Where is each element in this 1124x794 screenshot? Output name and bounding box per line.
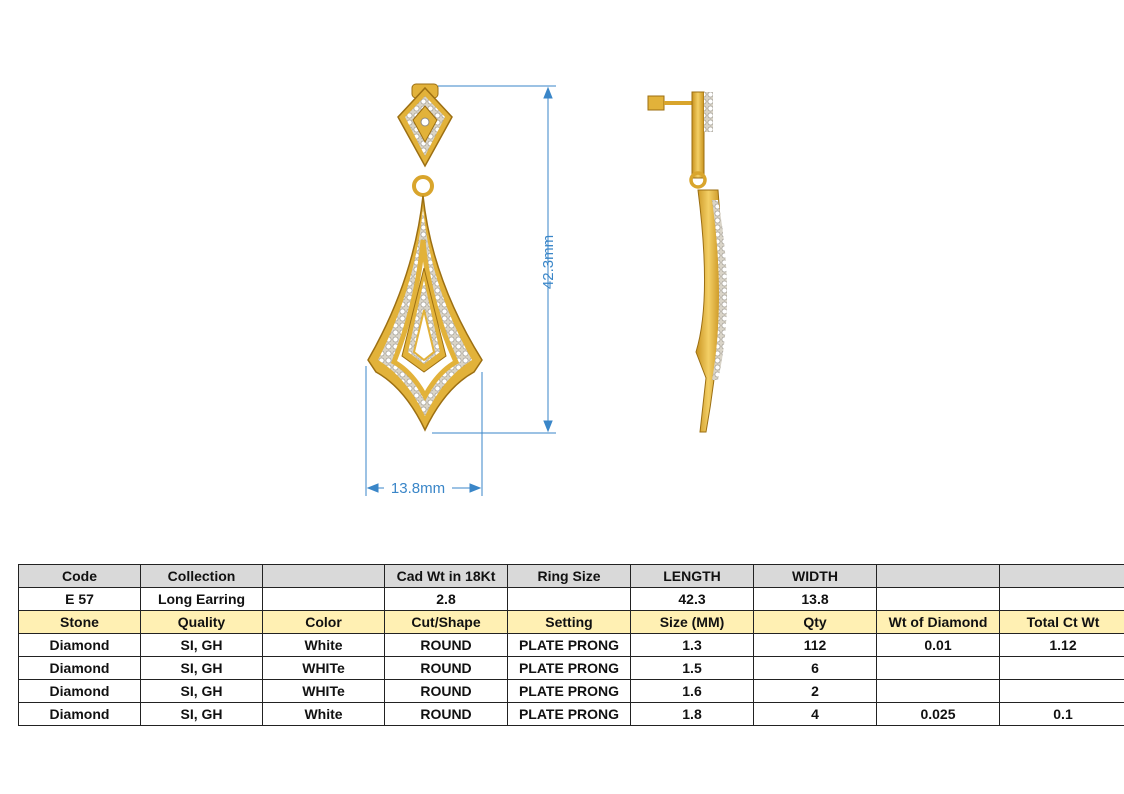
cell-color: White [263, 703, 385, 726]
cell-qty: 6 [754, 657, 877, 680]
table-row [19, 680, 1124, 703]
cell-cut-shape: ROUND [385, 657, 508, 680]
cell-total-ct-wt [1000, 657, 1124, 680]
table-header-row-stones [19, 611, 1124, 634]
table-row [19, 703, 1124, 726]
earring-front-view [368, 84, 482, 430]
cell-blank [877, 588, 1000, 611]
cell-cad-weight: 2.8 [385, 588, 508, 611]
cell-total-ct-wt [1000, 680, 1124, 703]
cell-quality: SI, GH [141, 634, 263, 657]
cell-qty: 112 [754, 634, 877, 657]
cell-wt-of-diamond [877, 657, 1000, 680]
specification-table [18, 564, 1124, 726]
cell-quality: SI, GH [141, 657, 263, 680]
header-color: Color [263, 611, 385, 634]
cell-ring-size [508, 588, 631, 611]
header-ring-size: Ring Size [508, 565, 631, 588]
cell-color: White [263, 634, 385, 657]
cell-setting: PLATE PRONG [508, 634, 631, 657]
cell-quality: SI, GH [141, 680, 263, 703]
cell-quality: SI, GH [141, 703, 263, 726]
cell-wt-of-diamond [877, 680, 1000, 703]
cell-stone: Diamond [19, 703, 141, 726]
cell-color: WHITe [263, 680, 385, 703]
cell-size: 1.3 [631, 634, 754, 657]
cell-blank [1000, 588, 1124, 611]
cell-length: 42.3 [631, 588, 754, 611]
header-qty: Qty [754, 611, 877, 634]
width-dimension-label: 13.8mm [390, 480, 446, 497]
cell-wt-of-diamond: 0.01 [877, 634, 1000, 657]
cell-stone: Diamond [19, 680, 141, 703]
header-total-ct-wt: Total Ct Wt [1000, 611, 1124, 634]
cell-cut-shape: ROUND [385, 703, 508, 726]
header-wt-of-diamond: Wt of Diamond [877, 611, 1000, 634]
header-cad-weight: Cad Wt in 18Kt [385, 565, 508, 588]
header-setting: Setting [508, 611, 631, 634]
header-stone: Stone [19, 611, 141, 634]
length-dimension-label: 42.3mm [540, 234, 557, 290]
cell-qty: 4 [754, 703, 877, 726]
table-header-row-general [19, 565, 1124, 588]
cell-total-ct-wt: 0.1 [1000, 703, 1124, 726]
cell-size: 1.6 [631, 680, 754, 703]
header-blank [1000, 565, 1124, 588]
cell-setting: PLATE PRONG [508, 657, 631, 680]
header-blank [263, 565, 385, 588]
cell-cut-shape: ROUND [385, 680, 508, 703]
header-code: Code [19, 565, 141, 588]
cell-width: 13.8 [754, 588, 877, 611]
cell-setting: PLATE PRONG [508, 680, 631, 703]
cell-cut-shape: ROUND [385, 634, 508, 657]
cell-stone: Diamond [19, 634, 141, 657]
header-cut-shape: Cut/Shape [385, 611, 508, 634]
cell-blank [263, 588, 385, 611]
table-row-product [19, 588, 1124, 611]
cell-total-ct-wt: 1.12 [1000, 634, 1124, 657]
cell-collection: Long Earring [141, 588, 263, 611]
earring-side-view [648, 92, 727, 432]
table-row [19, 634, 1124, 657]
cell-size: 1.5 [631, 657, 754, 680]
cell-setting: PLATE PRONG [508, 703, 631, 726]
header-blank [877, 565, 1000, 588]
cell-color: WHITe [263, 657, 385, 680]
cell-code: E 57 [19, 588, 141, 611]
cell-size: 1.8 [631, 703, 754, 726]
header-width: WIDTH [754, 565, 877, 588]
header-quality: Quality [141, 611, 263, 634]
table-row [19, 657, 1124, 680]
cell-qty: 2 [754, 680, 877, 703]
cell-wt-of-diamond: 0.025 [877, 703, 1000, 726]
header-size: Size (MM) [631, 611, 754, 634]
header-collection: Collection [141, 565, 263, 588]
header-length: LENGTH [631, 565, 754, 588]
cell-stone: Diamond [19, 657, 141, 680]
